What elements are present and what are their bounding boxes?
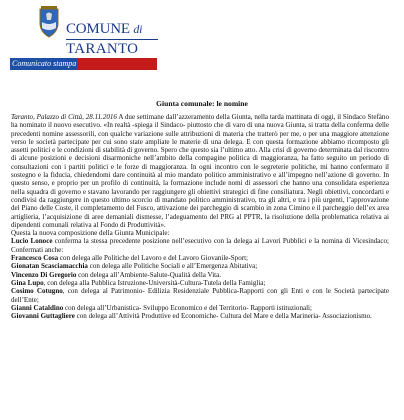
intro-text: A due settimane dall’azzeramento della Giunta, nella tarda mattinata di oggi, il Sindaco Stefàno ha nominato il nuovo esecutivo. «In realtà -spiega il Sindaco- piuttosto che di varo di una nuova Giunta, si tratta della conferma delle precedenti nomine assessorili, con qualche variazione sulle attribuzioni di materia che tratterò per me, o per una maggiore attenzione verso le società partecipate per cui sono state ampliate le materie di una delega. E con questa formazione abbiamo ricomposto gli assetti politici e le condizioni di stabilità di governo. Spero che questo sia l’ultimo atto. Alla crisi di governo determinata dal riscontro di alcune posizioni e decisioni disarmoniche nell’ambito della compagine politica di maggioranza, ha fatto seguito un periodo di consultazioni con i partiti politici e le forze di maggioranza. In ogni incontro con le segreterie politiche, mi hanno confermato il sostegno e la fiducia, chiedendomi dare continuità al mio mandato politico amministrativo e all’impegno nell’azione di governo. In questo senso, e proprio per un profilo di continuità, la formazione include nomi di assessori che hanno una consolidata esperienza nella squadra di governo e stavano lavorando per raggiungere gli obiettivi strategici di fine consiliatura. Negli obiettivi, concordarti e condivisi da raggiungere in questo ultimo scorcio di mandato politico amministrativo, tra gli altri, e tra i più urgenti, l’approvazione del Piano delle Coste, il completamento del Fusco, attivazione dei parcheggio di scambio in zona Cimino e il parcheggio dell’ex area artiglieria, l’acquisizione di aree demaniali dismesse, l’adeguamento del PRG al PPTR, la risoluzione della problematica relativa ai dipendenti comunali relativa al Fondo di Produttività».: [11, 113, 389, 229]
composition-intro: Questa la nuova composizione della Giunta Municipale:: [11, 229, 170, 238]
member-name: Gina Lupo: [11, 278, 44, 287]
intro-paragraph: [11, 113, 389, 229]
member-entry: [11, 312, 389, 320]
brand-bar-red: [77, 58, 157, 70]
member-text: con delega all’Ambiente-Salute-Qualità della Vita.: [76, 270, 222, 279]
member-name: Lucio Lonoce: [11, 237, 53, 246]
member-text: con delega alle Politiche del Lavoro e del Lavoro Giovanile-Sport;: [58, 254, 248, 263]
member-text: , con delega al Patrimonio- Edilizia Residenziale Pubblica-Rapporti con gli Enti e con le Società partecipate dell’Ente;: [11, 287, 389, 304]
coat-of-arms-icon: [37, 6, 61, 40]
member-text: con delega all’Urbanistica- Sviluppo Economico e del Territorio- Rapporti istituzionali;: [63, 303, 312, 312]
document-body: [11, 113, 389, 320]
member-text: , con delega alla Pubblica Istruzione-Università-Cultura-Tutela della Famiglia;: [43, 278, 266, 287]
member-text: con delega all’Attività Produttive ed Economiche- Cultura del Mare e della Marineria- Associazionismo.: [74, 312, 372, 321]
member-entry: [11, 254, 389, 262]
member-entry: [11, 279, 389, 287]
member-name: Giovanni Guttagliere: [11, 312, 75, 321]
member-entry: [11, 271, 389, 279]
member-name: Francesco Cosa: [11, 254, 59, 263]
member-name: Vincenzo Di Gregorio: [11, 270, 77, 279]
member-entry-lonoce: [11, 237, 389, 254]
member-name: Gionatan Scasciamacchia: [11, 262, 88, 271]
member-name: Cosimo Cotugno: [11, 287, 63, 296]
dateline: Taranto, Palazzo di Città, 28.11.2016: [11, 113, 117, 121]
letterhead-divider: [66, 39, 158, 40]
document-title: Giunta comunale: le nomine: [156, 99, 248, 108]
member-text: con delega alle Politiche Sociali e all’Emergenza Abitativa;: [87, 262, 258, 271]
member-entry: [11, 287, 389, 304]
letterhead: [10, 4, 210, 66]
member-name: Gianni Cataldino: [11, 303, 64, 312]
org-name: COMUNE di: [66, 21, 143, 37]
member-entry: [11, 262, 389, 270]
member-entry: [11, 304, 389, 312]
member-text: conferma la stessa precedente posizione nell’esecutivo con la delega ai Lavori Pubblici e la nomina di Vicesindaco; Confermati anche:: [11, 237, 389, 254]
org-city: TARANTO: [66, 41, 139, 57]
press-release-label: Comunicato stampa: [12, 59, 77, 68]
